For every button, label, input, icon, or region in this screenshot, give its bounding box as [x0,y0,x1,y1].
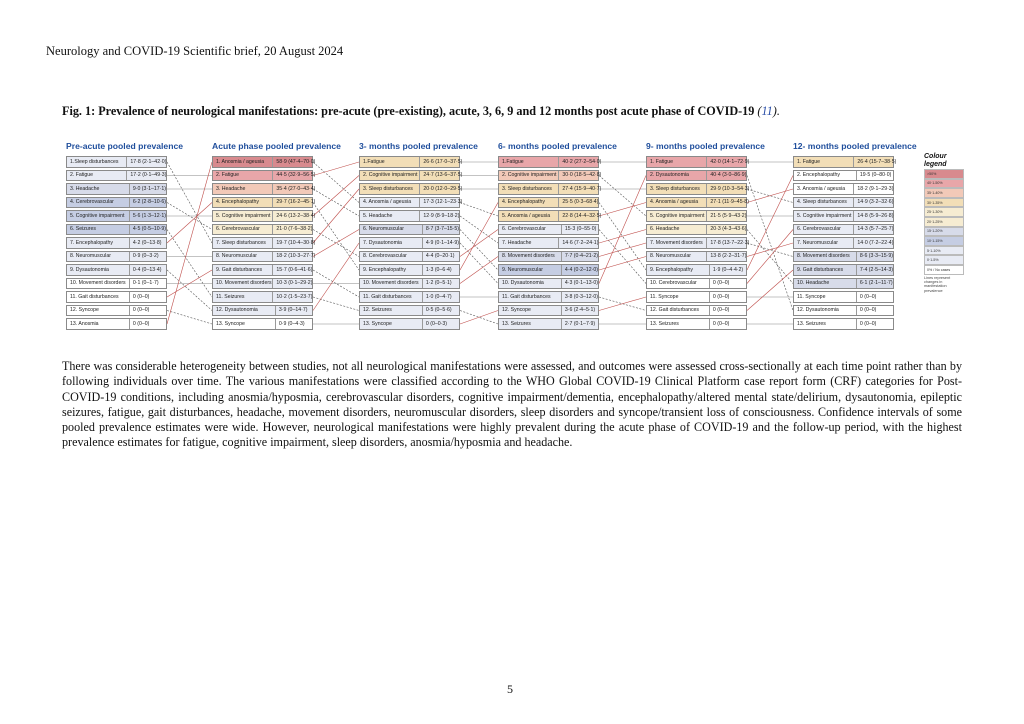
prevalence-value: 8·7 (3·7–15·5) [425,226,459,233]
prevalence-row [646,318,747,330]
manifestation-name: 2. Encephalopathy [794,171,857,181]
prevalence-value: 58·9 (47·4–70·0) [276,158,316,165]
connector-line [460,230,498,257]
manifestation-name: 7. Dysautonomia [360,238,423,248]
prevalence-value: 9·0 (3·1–17·1) [132,185,166,192]
legend-swatch: 0% / No cases [924,265,964,275]
prevalence-row [498,237,599,249]
manifestation-name: 6. Cerebrovascular [213,225,273,235]
connector-line [313,162,359,203]
prevalence-row [498,251,599,263]
manifestation-name: 9. Encephalopathy [360,265,423,275]
prevalence-row [646,251,747,263]
connector-line [599,203,646,217]
prevalence-value: 26·4 (15·7–38·5) [857,158,897,165]
prevalence-row [646,278,747,290]
prevalence-row [66,305,167,317]
prevalence-value: 0·9 (0–3·2) [132,253,159,260]
column-title: 12- months pooled prevalence [793,141,917,151]
manifestation-name: 3. Sleep disturbances [499,184,559,194]
manifestation-name: 1. Fatigue [794,157,854,167]
prevalence-value: 6·1 (2·1–11·7) [859,280,893,287]
prevalence-value: 1·0 (0–4·7) [425,293,452,300]
prevalence-value: 0 (0–0) [712,293,730,300]
prevalence-value: 22·8 (14·4–32·5) [562,212,602,219]
prevalence-row [66,197,167,209]
prevalence-value: 15·3 (0–55·0) [564,226,597,233]
manifestation-name: 10. Movement disorders [213,279,273,289]
prevalence-value: 3·9 (0–14·7) [278,307,308,314]
manifestation-name: 11. Syncope [647,292,710,302]
manifestation-name: 3. Headache [213,184,273,194]
prevalence-row [359,264,460,276]
prevalence-row [212,291,313,303]
manifestation-name: 4. Encephalopathy [213,198,273,208]
prevalence-value: 0 (0–0) [712,307,730,314]
prevalence-value: 27·1 (11·9–45·8) [710,199,749,206]
prevalence-row [359,170,463,182]
colour-legend [924,153,964,293]
prevalence-row [793,197,894,209]
manifestation-name: 5. Cognitive impairment [67,211,130,221]
manifestation-name: 5. Headache [360,211,420,221]
prevalence-value: 14·3 (5·7–25·7) [857,226,894,233]
connector-line [599,176,646,284]
connector-line [599,243,646,257]
prevalence-row [66,251,167,263]
prevalence-value: 14·8 (5·9–26·8) [857,212,894,219]
manifestation-name: 3. Sleep disturbances [360,184,420,194]
prevalence-value: 2·7 (0·1–7·9) [564,320,596,327]
manifestation-name: 7. Headache [499,238,559,248]
legend-swatch: >50% [924,169,964,179]
manifestation-name: 12. Syncope [67,306,130,316]
prevalence-row [498,224,599,236]
connector-line [460,243,498,284]
manifestation-name: 2. Cognitive impairment [499,171,559,181]
prevalence-value: 29·7 (16·2–45·1) [276,199,316,206]
manifestation-name: 2. Fatigue [213,171,273,181]
prevalence-row [66,291,167,303]
manifestation-name: 9. Gait disturbances [213,265,273,275]
prevalence-row [646,264,747,276]
legend-swatch: 40·1-50% [924,179,964,189]
prevalence-row [212,251,316,263]
prevalence-row [793,251,894,263]
manifestation-name: 6. Seizures [67,225,130,235]
manifestation-name: 11. Gait disturbances [360,292,423,302]
manifestation-name: 3. Sleep disturbances [647,184,707,194]
manifestation-name: 2. Cognitive impairment [360,171,420,181]
caption-text: Fig. 1: Prevalence of neurological manifestations: pre-acute (pre-existing), acute, 3, 6, 9 and 12 months post acute phase of COVID-19 [62,104,755,118]
prevalence-value: 10·2 (1·5–23·7) [276,293,313,300]
prevalence-value: 14·9 (3·2–32·6) [857,199,894,206]
prevalence-value: 4·5 (0·5–10·9) [132,226,166,233]
prevalence-row [66,170,167,182]
manifestation-name: 2. Fatigue [67,171,127,181]
prevalence-value: 1·9 (0–4·4·2) [712,266,744,273]
prevalence-row [793,170,894,182]
manifestation-name: 11. Syncope [794,292,857,302]
manifestation-name: 10. Headache [794,279,857,289]
prevalence-row [359,183,463,195]
prevalence-value: 3·8 (0·3–12·0) [564,293,598,300]
manifestation-name: 13. Anosmia [67,319,130,329]
prevalence-row [498,318,599,330]
manifestation-name: 12. Dysautonomia [213,306,276,316]
prevalence-row [212,170,316,182]
prevalence-value: 7·7 (0·4–21·2) [564,253,598,260]
column-title: Pre-acute pooled prevalence [66,141,184,151]
legend-swatch: 5·1-10% [924,246,964,256]
connector-line [167,162,212,324]
manifestation-name: 8. Cerebrovascular [360,252,423,262]
prevalence-row [66,318,167,330]
manifestation-name: 11. Gait disturbances [499,292,562,302]
manifestation-name: 10. Movement disorders [360,279,423,289]
prevalence-value: 0 (0–0·3) [425,320,447,327]
legend-swatch: 0·1-5% [924,255,964,265]
prevalence-row [793,183,894,195]
document-header: Neurology and COVID-19 Scientific brief, 20 August 2024 [46,44,344,58]
manifestation-name: 3. Headache [67,184,130,194]
connector-line [313,243,359,311]
prevalence-value: 7·4 (2·5–14·3) [859,266,893,273]
prevalence-value: 18·2 (10·3–27·7) [276,253,316,260]
prevalence-value: 17·8 (2·1–42·0) [130,158,167,165]
prevalence-value: 0·1 (0–1·7) [132,280,159,287]
prevalence-value: 4·2 (0–13·8) [132,239,162,246]
legend-swatch: 35·1-40% [924,188,964,198]
prevalence-value: 6·2 (2·8–10·6) [132,199,166,206]
manifestation-name: 1. Fatigue [647,157,707,167]
prevalence-row [498,183,602,195]
legend-swatch: 20·1-25% [924,217,964,227]
prevalence-value: 24·7 (13·6–37·5) [423,172,463,179]
prevalence-value: 44·5 (32·9–56·5) [276,172,316,179]
manifestation-name: 7. Movement disorders [647,238,707,248]
prevalence-row [212,318,313,330]
connector-line [167,270,212,311]
connector-line [460,230,498,271]
legend-swatch: 30·1-35% [924,198,964,208]
prevalence-row [498,210,602,222]
prevalence-row [793,278,894,290]
manifestation-name: 6. Headache [647,225,707,235]
connector-line [599,176,646,217]
manifestation-name: 1. Anosmia / ageusia [213,157,273,167]
prevalence-row [498,291,599,303]
manifestation-name: 6. Cerebrovascular [794,225,854,235]
manifestation-name: 3. Anosmia / ageusia [794,184,854,194]
connector-line [313,297,359,311]
manifestation-name: 11. Gait disturbances [67,292,130,302]
manifestation-name: 8. Movement disorders [794,252,857,262]
citation-link[interactable]: 11 [761,104,773,118]
prevalence-value: 40·4 (3·0–86·9) [710,172,747,179]
prevalence-value: 4·3 (0·1–13·0) [564,280,598,287]
prevalence-row [212,197,316,209]
prevalence-value: 0 (0–0) [859,320,877,327]
manifestation-name: 1.Fatigue [499,157,559,167]
prevalence-row [66,156,167,168]
manifestation-name: 7. Sleep disturbances [213,238,273,248]
manifestation-name: 1.Fatigue [360,157,420,167]
prevalence-row [646,197,747,209]
prevalence-row [646,305,747,317]
column-title: 6- months pooled prevalence [498,141,617,151]
prevalence-value: 27·4 (15·9–40·7) [562,185,602,192]
prevalence-row [793,305,894,317]
manifestation-name: 8. Neuromuscular [213,252,273,262]
manifestation-name: 4. Encephalopathy [499,198,559,208]
prevalence-value: 25·5 (0·3–68·4) [562,199,599,206]
connector-line [313,162,359,176]
prevalence-row [793,318,894,330]
manifestation-name: 13. Seizures [794,319,857,329]
prevalence-row [498,170,602,182]
connector-line [599,230,646,284]
manifestation-name: 12. Dysautonomia [794,306,857,316]
prevalence-row [359,318,460,330]
prevalence-row [646,183,750,195]
prevalence-row [359,291,460,303]
manifestation-name: 1.Sleep disturbances [67,157,127,167]
connector-line [167,162,212,243]
manifestation-name: 10. Dysautonomia [499,279,562,289]
legend-swatch: 15·1-20% [924,227,964,237]
prevalence-row [212,156,316,168]
connector-line [313,203,359,271]
prevalence-value: 17·3 (12·1–23·3) [423,199,463,206]
prevalence-value: 12·9 (8·9–18·2) [423,212,460,219]
page-number: 5 [507,682,513,696]
manifestation-name: 13. Syncope [360,319,423,329]
connector-line [747,270,793,311]
column-title: 9- months pooled prevalence [646,141,765,151]
prevalence-row [66,183,167,195]
manifestation-name: 5. Cognitive impairment [213,211,273,221]
prevalence-row [793,156,897,168]
connector-line [747,176,793,271]
prevalence-value: 21·0 (7·6–38·2) [276,226,313,233]
legend-swatch: 25·1-30% [924,207,964,217]
manifestation-name: 8. Neuromuscular [647,252,707,262]
prevalence-value: 20·3 (4·3–43·6) [710,226,747,233]
manifestation-name: 10. Movement disorders [67,279,130,289]
prevalence-value: 0 (0–0) [132,320,150,327]
prevalence-row [359,305,460,317]
prevalence-row [793,291,894,303]
prevalence-value: 0 (0–0) [859,307,877,314]
connector-line [167,203,212,244]
prevalence-value: 3·6 (2·4–5·1) [564,307,596,314]
manifestation-name: 2. Dysautonomia [647,171,707,181]
prevalence-value: 30·0 (18·5–42·8) [562,172,602,179]
prevalence-row [646,210,747,222]
manifestation-name: 9. Neuromuscular [499,265,562,275]
prevalence-row [66,210,167,222]
prevalence-row [646,170,747,182]
manifestation-name: 9. Dysautonomia [67,265,130,275]
prevalence-row [646,156,750,168]
prevalence-value: 24·6 (13·2–38·4) [276,212,316,219]
prevalence-row [498,156,602,168]
manifestation-name: 4. Anosmia / ageusia [647,198,707,208]
connector-line [460,203,498,271]
prevalence-row [212,183,316,195]
prevalence-row [793,210,894,222]
prevalence-row [793,264,894,276]
prevalence-row [212,305,313,317]
prevalence-row [359,224,460,236]
prevalence-value: 21·5 (5·9–43·2) [710,212,747,219]
prevalence-value: 1·2 (0–5·1) [425,280,452,287]
prevalence-value: 4·4 (0·2–12·0) [564,266,598,273]
prevalence-row [66,264,167,276]
prevalence-row [66,224,167,236]
prevalence-value: 19·7 (10·4–30·8) [276,239,316,246]
manifestation-name: 13. Syncope [213,319,276,329]
manifestation-name: 11. Seizures [213,292,273,302]
prevalence-value: 10·3 (0·1–29·2) [276,280,313,287]
prevalence-row [212,264,313,276]
prevalence-value: 18·2 (9·1–29·3) [857,185,894,192]
manifestation-name: 5. Cognitive impairment [794,211,854,221]
prevalence-value: 0 (0–0) [712,320,730,327]
manifestation-name: 9. Encephalopathy [647,265,710,275]
manifestation-name: 4. Cerebrovascular [67,198,130,208]
manifestation-name: 6. Neuromuscular [360,225,423,235]
prevalence-row [212,210,316,222]
prevalence-row [793,237,894,249]
prevalence-value: 0 (0–0) [859,293,877,300]
legend-title: Colour legend [924,153,947,168]
manifestation-name: 8. Movement disorders [499,252,562,262]
prevalence-value: 8·6 (3·3–15·9) [859,253,893,260]
prevalence-value: 0·5 (0–5·6) [425,307,452,314]
prevalence-row [498,197,599,209]
prevalence-row [359,251,460,263]
prevalence-row [66,237,167,249]
connector-line [460,257,498,284]
prevalence-value: 14·6 (7·2–24·1) [562,239,599,246]
prevalence-value: 17·2 (0·1–49·3) [130,172,167,179]
manifestation-name: 8. Neuromuscular [67,252,130,262]
connector-line [313,189,359,216]
manifestation-name: 5. Anosmia / ageusia [499,211,559,221]
prevalence-value: 5·6 (1·3–12·1) [132,212,166,219]
legend-swatch: 10·1-15% [924,236,964,246]
prevalence-row [646,237,750,249]
prevalence-value: 0 (0–0) [132,307,150,314]
prevalence-row [646,291,747,303]
prevalence-value: 40·2 (27·2–54·0) [562,158,602,165]
connector-line [167,230,212,298]
manifestation-name: 7. Neuromuscular [794,238,854,248]
prevalence-row [212,224,313,236]
connector-line [460,216,498,243]
manifestation-name: 12. Gait disturbances [647,306,710,316]
prevalence-row [359,197,463,209]
prevalence-value: 15·7 (0·6–41·6) [276,266,313,273]
prevalence-row [793,224,894,236]
manifestation-name: 13. Seizures [499,319,562,329]
prevalence-row [646,224,747,236]
prevalence-value: 0·9 (0–4·3) [278,320,305,327]
column-title: 3- months pooled prevalence [359,141,478,151]
prevalence-row [359,278,460,290]
prevalence-row [212,237,316,249]
connector-line [313,189,359,243]
prevalence-value: 19·5 (0–80·0) [859,172,892,179]
prevalence-row [498,264,599,276]
manifestation-name: 4. Anosmia / ageusia [360,198,420,208]
prevalence-row [66,278,167,290]
prevalence-value: 20·0 (12·0–29·5) [423,185,463,192]
connector-line [460,203,498,217]
prevalence-row [212,278,313,290]
prevalence-value: 0 (0–0) [132,293,150,300]
column-title: Acute phase pooled prevalence [212,141,341,151]
prevalence-value: 4·4 (0–20·1) [425,253,455,260]
manifestation-name: 12. Syncope [499,306,562,316]
manifestation-name: 10. Cerebrovascular [647,279,710,289]
prevalence-value: 0·4 (0–13·4) [132,266,162,273]
prevalence-figure [0,0,1024,345]
prevalence-row [359,210,460,222]
manifestation-name: 13. Seizures [647,319,710,329]
prevalence-row [498,305,599,317]
connector-line [167,311,212,325]
prevalence-value: 1·3 (0–6·4) [425,266,452,273]
body-paragraph: There was considerable heterogeneity between studies, not all neurological manifestations were assessed, and outcomes were assessed cross-sectionally at each time point rather than by following individuals over time. The various manifestations were classified according to the WHO Global COVID-19 Clinical Platform case report form (CRF) categories for Post-COVID-19 conditions, including anosmia/hyposmia, cerebrovascular disorders, cognitive impairment/dementia, encephalopathy/altered mental state/delirium, dysautonomia, epileptic seizures, fatigue, gait disturbances, headache, movement disorders, neuromuscular disorders, sleep disorders and syncope/transient loss of consciousness. Confidence intervals of some pooled prevalence estimates were wide. However, neurological manifestations were highly prevalent during the acute phase of COVID-19 and the follow-up period, with the highest prevalence estimates for fatigue, cognitive impairment, sleep disorders, anosmia/hyposmia and headache. [62,359,962,450]
manifestation-name: 9. Gait disturbances [794,265,857,275]
manifestation-name: 6. Cerebrovascular [499,225,562,235]
citation: (11). [754,104,780,118]
prevalence-value: 14·0 (7·2–22·4) [857,239,894,246]
prevalence-value: 29·9 (10·3–54·3) [710,185,750,192]
prevalence-value: 0 (0–0) [712,280,730,287]
legend-note: Lines represent changes in manifestation prevalence [924,275,951,293]
prevalence-row [359,156,463,168]
manifestation-name: 4. Sleep disturbances [794,198,854,208]
manifestation-name: 5. Cognitive impairment [647,211,707,221]
prevalence-value: 4·9 (0·1–14·9) [425,239,459,246]
prevalence-value: 26·6 (17·0–37·5) [423,158,463,165]
connector-line [599,230,646,244]
prevalence-value: 17·8 (13·7–22·3) [710,239,750,246]
prevalence-value: 13·8 (2·2–31·7) [710,253,747,260]
prevalence-row [359,237,460,249]
prevalence-row [498,278,599,290]
manifestation-name: 7. Encephalopathy [67,238,130,248]
connector-line [460,311,498,325]
prevalence-value: 35·4 (27·0–43·4) [276,185,316,192]
connector-line [313,176,359,217]
prevalence-value: 42·0 (14·1–72·9) [710,158,750,165]
manifestation-name: 12. Seizures [360,306,423,316]
